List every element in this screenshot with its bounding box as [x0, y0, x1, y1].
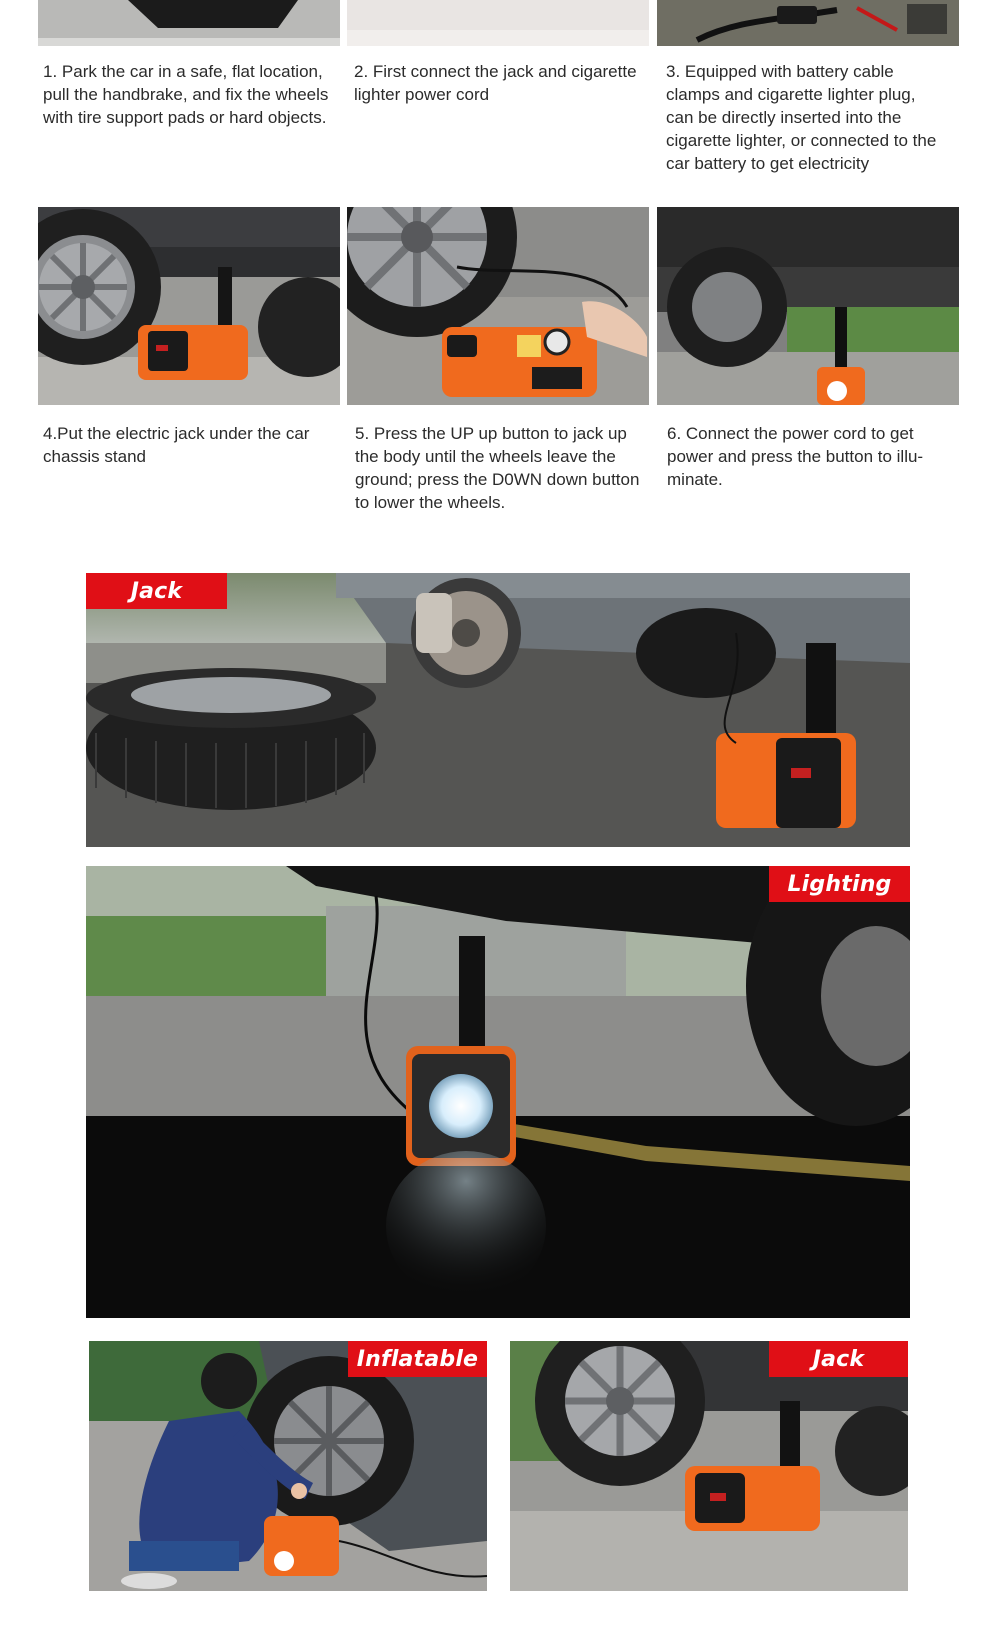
step-1-photo: [38, 0, 340, 46]
step-5-text: 5. Press the UP up button to jack up the body until the wheels leave the ground; press the D0WN down button to lower the wheels.: [355, 424, 640, 512]
inflatable-feature-photo: [89, 1341, 487, 1591]
step-3-photo: [657, 0, 959, 46]
step-6-text: 6. Connect the power cord to get power and press the button to illu-minate.: [667, 424, 924, 489]
inflatable-tag: Inflatable: [348, 1341, 487, 1377]
jack-tag: Jack: [86, 573, 227, 609]
step-6-photo: [657, 207, 959, 405]
step-4-text: 4.Put the electric jack under the car chassis stand: [43, 424, 310, 466]
step-2-text: 2. First connect the jack and cigarette lighter power cord: [354, 62, 637, 104]
step-4-photo: [38, 207, 340, 405]
step-2-photo: [347, 0, 649, 46]
step-3-text: 3. Equipped with battery cable clamps and cigarette lighter plug, can be directly inserted into the cigarette lighter, or connected to the car battery to get electricity: [666, 62, 937, 173]
jack-feature-photo: [86, 573, 910, 847]
jack-2-tag: Jack: [769, 1341, 908, 1377]
step-5-photo: [347, 207, 649, 405]
lighting-feature-photo: [86, 866, 910, 1318]
step-1-text: 1. Park the car in a safe, flat location, pull the handbrake, and fix the wheels with tire support pads or hard objects.: [43, 62, 329, 127]
lighting-tag: Lighting: [769, 866, 910, 902]
jack-2-feature-photo: [510, 1341, 908, 1591]
